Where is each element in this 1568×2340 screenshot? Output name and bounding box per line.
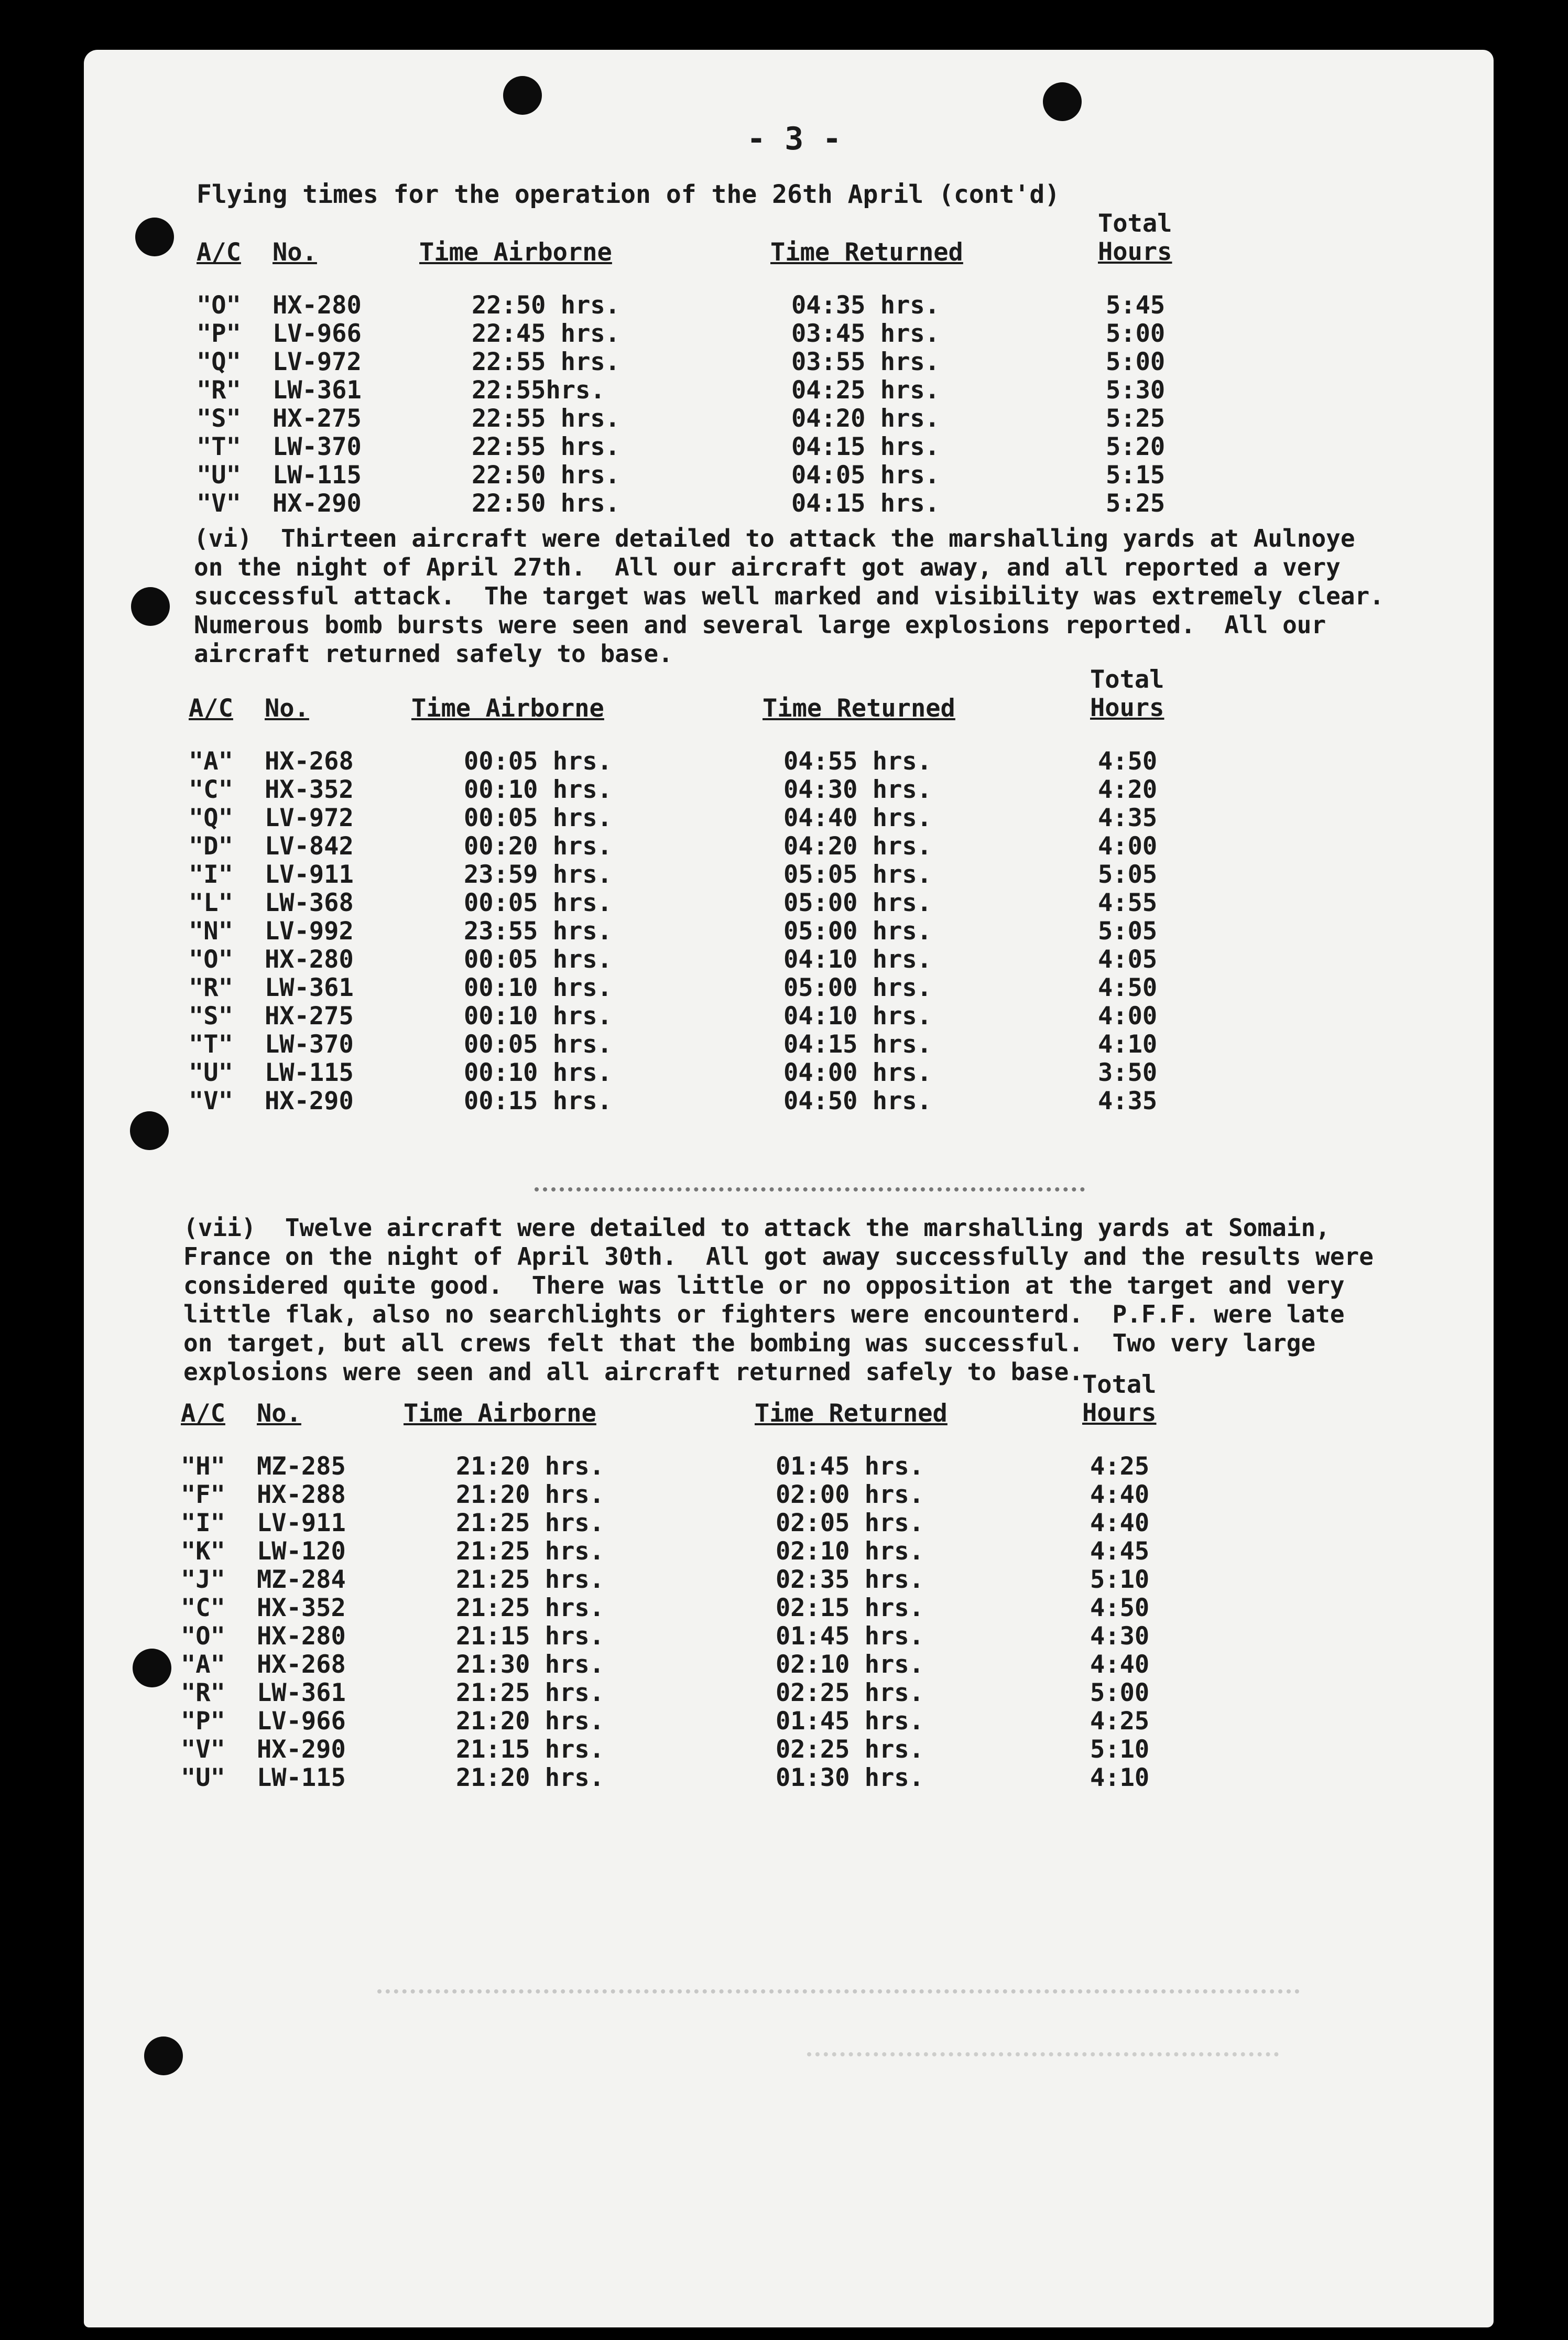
column-header-time-airborne: Time Airborne: [411, 694, 604, 723]
cell-returned: 04:15 hrs.: [791, 489, 940, 518]
cell-airborne: 22:55 hrs.: [472, 432, 620, 461]
cell-returned: 02:05 hrs.: [776, 1509, 924, 1537]
total-header-line1: Total: [1082, 1370, 1157, 1399]
cell-total: 5:00: [1106, 319, 1166, 348]
cell-returned: 04:15 hrs.: [783, 1030, 932, 1059]
cell-no: LV-972: [265, 804, 354, 832]
cell-no: LV-911: [265, 860, 354, 889]
punch-hole: [135, 218, 174, 256]
column-header-time-returned: Time Returned: [755, 1399, 948, 1428]
cell-ac: "J": [181, 1565, 225, 1594]
cell-total: 4:25: [1090, 1707, 1150, 1736]
cell-total: 5:00: [1090, 1678, 1150, 1707]
paragraph-vii: (vii) Twelve aircraft were detailed to attack the marshalling yards at Somain, France on the night of April 30th. All got away successfully and the results were considered quite good. There was little or no opposition at the target and very little flak, also no searchlights or fighters were encounterd. P.F.F. were late on target, but all crews felt that the bombing was successful. Two very large explosions were seen and all aircraft returned safely to base.: [183, 1214, 1374, 1386]
cell-total: 5:00: [1106, 348, 1166, 376]
cell-airborne: 21:25 hrs.: [456, 1565, 604, 1594]
punch-hole: [1043, 82, 1082, 121]
cell-ac: "O": [189, 945, 233, 974]
cell-airborne: 21:20 hrs.: [456, 1707, 604, 1736]
cell-ac: "Q": [197, 348, 241, 376]
cell-no: LV-992: [265, 917, 354, 946]
cell-total: 4:40: [1090, 1650, 1150, 1679]
cell-returned: 05:00 hrs.: [783, 917, 932, 946]
cell-total: 3:50: [1098, 1058, 1158, 1087]
total-header-line2: Hours: [1082, 1399, 1157, 1428]
cell-ac: "F": [181, 1480, 225, 1509]
cell-returned: 04:10 hrs.: [783, 945, 932, 974]
cell-total: 4:55: [1098, 889, 1158, 917]
cell-airborne: 23:59 hrs.: [464, 860, 612, 889]
column-header-time-returned: Time Returned: [770, 238, 963, 267]
column-header-ac: A/C: [189, 694, 233, 723]
cell-airborne: 22:45 hrs.: [472, 319, 620, 348]
cell-ac: "P": [181, 1707, 225, 1736]
cell-airborne: 21:15 hrs.: [456, 1735, 604, 1764]
document-page: [84, 50, 1494, 2327]
cell-ac: "Q": [189, 804, 233, 832]
cell-ac: "L": [189, 889, 233, 917]
cell-airborne: 00:05 hrs.: [464, 804, 612, 832]
cell-returned: 01:45 hrs.: [776, 1452, 924, 1481]
faint-dotted-line: [807, 2052, 1279, 2056]
cell-total: 5:15: [1106, 461, 1166, 490]
cell-airborne: 23:55 hrs.: [464, 917, 612, 946]
cell-returned: 05:00 hrs.: [783, 973, 932, 1002]
cell-no: LV-911: [257, 1509, 346, 1537]
column-header-time-airborne: Time Airborne: [419, 238, 612, 267]
cell-ac: "T": [197, 432, 241, 461]
cell-ac: "P": [197, 319, 241, 348]
cell-total: 4:35: [1098, 804, 1158, 832]
cell-ac: "H": [181, 1452, 225, 1481]
column-header-ac: A/C: [197, 238, 241, 267]
cell-total: 4:05: [1098, 945, 1158, 974]
cell-ac: "V": [181, 1735, 225, 1764]
cell-ac: "V": [189, 1087, 233, 1115]
cell-returned: 02:00 hrs.: [776, 1480, 924, 1509]
cell-returned: 05:05 hrs.: [783, 860, 932, 889]
cell-airborne: 21:25 hrs.: [456, 1537, 604, 1566]
cell-airborne: 21:25 hrs.: [456, 1678, 604, 1707]
page-header: Flying times for the operation of the 26th April (cont'd): [197, 180, 1060, 209]
cell-airborne: 21:30 hrs.: [456, 1650, 604, 1679]
cell-returned: 02:10 hrs.: [776, 1537, 924, 1566]
cell-returned: 04:20 hrs.: [783, 832, 932, 861]
cell-returned: 01:45 hrs.: [776, 1622, 924, 1651]
cell-ac: "C": [189, 775, 233, 804]
dotted-line: [535, 1187, 1085, 1191]
punch-hole: [503, 76, 542, 115]
total-header-line2: Hours: [1098, 237, 1172, 267]
cell-ac: "R": [181, 1678, 225, 1707]
cell-total: 5:05: [1098, 917, 1158, 946]
total-header-line1: Total: [1098, 209, 1172, 238]
cell-no: HX-290: [257, 1735, 346, 1764]
column-header-total-hours: [1082, 1371, 1156, 1427]
cell-total: 5:20: [1106, 432, 1166, 461]
cell-airborne: 00:20 hrs.: [464, 832, 612, 861]
cell-no: LW-361: [257, 1678, 346, 1707]
cell-returned: 02:25 hrs.: [776, 1678, 924, 1707]
total-header-line2: Hours: [1090, 694, 1164, 723]
cell-airborne: 21:20 hrs.: [456, 1452, 604, 1481]
cell-airborne: 21:20 hrs.: [456, 1763, 604, 1792]
cell-no: LW-361: [265, 973, 354, 1002]
cell-returned: 02:15 hrs.: [776, 1594, 924, 1622]
cell-returned: 01:30 hrs.: [776, 1763, 924, 1792]
cell-total: 4:10: [1090, 1763, 1150, 1792]
cell-airborne: 00:10 hrs.: [464, 973, 612, 1002]
cell-ac: "U": [197, 461, 241, 490]
cell-ac: "U": [189, 1058, 233, 1087]
punch-hole: [144, 2036, 183, 2075]
cell-airborne: 00:05 hrs.: [464, 747, 612, 776]
cell-total: 4:50: [1098, 973, 1158, 1002]
cell-no: HX-352: [265, 775, 354, 804]
cell-returned: 04:55 hrs.: [783, 747, 932, 776]
cell-returned: 04:15 hrs.: [791, 432, 940, 461]
cell-total: 4:45: [1090, 1537, 1150, 1566]
cell-ac: "I": [181, 1509, 225, 1537]
cell-no: HX-352: [257, 1594, 346, 1622]
cell-returned: 04:30 hrs.: [783, 775, 932, 804]
cell-ac: "I": [189, 860, 233, 889]
cell-airborne: 22:50 hrs.: [472, 291, 620, 320]
cell-no: LV-842: [265, 832, 354, 861]
cell-no: HX-288: [257, 1480, 346, 1509]
cell-total: 4:10: [1098, 1030, 1158, 1059]
cell-returned: 04:25 hrs.: [791, 376, 940, 405]
cell-no: LW-115: [273, 461, 362, 490]
cell-no: LV-972: [273, 348, 362, 376]
cell-total: 4:50: [1098, 747, 1158, 776]
page-number: - 3 -: [747, 121, 842, 157]
cell-total: 5:10: [1090, 1735, 1150, 1764]
cell-returned: 04:20 hrs.: [791, 404, 940, 433]
cell-ac: "V": [197, 489, 241, 518]
cell-returned: 04:05 hrs.: [791, 461, 940, 490]
cell-total: 4:50: [1090, 1594, 1150, 1622]
cell-ac: "R": [189, 973, 233, 1002]
faint-dotted-line: [377, 1989, 1300, 1994]
cell-total: 5:30: [1106, 376, 1166, 405]
cell-total: 4:00: [1098, 832, 1158, 861]
cell-airborne: 00:15 hrs.: [464, 1087, 612, 1115]
cell-no: HX-275: [265, 1002, 354, 1031]
cell-no: MZ-285: [257, 1452, 346, 1481]
cell-ac: "O": [181, 1622, 225, 1651]
cell-airborne: 21:25 hrs.: [456, 1594, 604, 1622]
cell-total: 4:30: [1090, 1622, 1150, 1651]
cell-ac: "R": [197, 376, 241, 405]
cell-total: 4:20: [1098, 775, 1158, 804]
punch-hole: [130, 1111, 169, 1150]
cell-airborne: 00:10 hrs.: [464, 1058, 612, 1087]
cell-ac: "A": [189, 747, 233, 776]
cell-ac: "S": [197, 404, 241, 433]
cell-ac: "K": [181, 1537, 225, 1566]
cell-no: HX-280: [273, 291, 362, 320]
cell-no: LV-966: [273, 319, 362, 348]
column-header-no: No.: [273, 238, 317, 267]
cell-total: 5:25: [1106, 404, 1166, 433]
cell-no: HX-268: [257, 1650, 346, 1679]
column-header-ac: A/C: [181, 1399, 225, 1428]
cell-no: LV-966: [257, 1707, 346, 1736]
column-header-time-airborne: Time Airborne: [404, 1399, 596, 1428]
cell-no: LW-370: [265, 1030, 354, 1059]
cell-no: HX-268: [265, 747, 354, 776]
cell-returned: 05:00 hrs.: [783, 889, 932, 917]
cell-returned: 04:10 hrs.: [783, 1002, 932, 1031]
cell-no: LW-115: [257, 1763, 346, 1792]
cell-ac: "N": [189, 917, 233, 946]
column-header-no: No.: [257, 1399, 301, 1428]
total-header-line1: Total: [1090, 665, 1164, 694]
cell-airborne: 00:05 hrs.: [464, 889, 612, 917]
cell-returned: 04:50 hrs.: [783, 1087, 932, 1115]
cell-airborne: 22:55hrs.: [472, 376, 605, 405]
cell-no: HX-280: [257, 1622, 346, 1651]
cell-returned: 04:35 hrs.: [791, 291, 940, 320]
cell-ac: "O": [197, 291, 241, 320]
cell-returned: 01:45 hrs.: [776, 1707, 924, 1736]
punch-hole: [131, 587, 170, 626]
cell-no: HX-280: [265, 945, 354, 974]
cell-total: 4:40: [1090, 1480, 1150, 1509]
cell-no: HX-275: [273, 404, 362, 433]
cell-no: LW-361: [273, 376, 362, 405]
cell-no: MZ-284: [257, 1565, 346, 1594]
cell-no: LW-115: [265, 1058, 354, 1087]
cell-total: 5:25: [1106, 489, 1166, 518]
cell-airborne: 22:55 hrs.: [472, 348, 620, 376]
cell-total: 4:35: [1098, 1087, 1158, 1115]
cell-ac: "S": [189, 1002, 233, 1031]
cell-airborne: 22:55 hrs.: [472, 404, 620, 433]
cell-airborne: 00:10 hrs.: [464, 1002, 612, 1031]
cell-airborne: 22:50 hrs.: [472, 489, 620, 518]
cell-total: 4:25: [1090, 1452, 1150, 1481]
cell-airborne: 21:15 hrs.: [456, 1622, 604, 1651]
column-header-total-hours: [1090, 666, 1164, 722]
cell-no: LW-370: [273, 432, 362, 461]
cell-total: 5:10: [1090, 1565, 1150, 1594]
cell-airborne: 00:05 hrs.: [464, 945, 612, 974]
cell-total: 5:05: [1098, 860, 1158, 889]
cell-ac: "C": [181, 1594, 225, 1622]
cell-total: 4:00: [1098, 1002, 1158, 1031]
cell-airborne: 22:50 hrs.: [472, 461, 620, 490]
punch-hole: [133, 1649, 171, 1687]
cell-returned: 02:35 hrs.: [776, 1565, 924, 1594]
column-header-no: No.: [265, 694, 309, 723]
cell-no: HX-290: [273, 489, 362, 518]
cell-returned: 04:40 hrs.: [783, 804, 932, 832]
column-header-total-hours: [1098, 210, 1172, 266]
cell-no: HX-290: [265, 1087, 354, 1115]
cell-returned: 04:00 hrs.: [783, 1058, 932, 1087]
cell-no: LW-120: [257, 1537, 346, 1566]
cell-ac: "A": [181, 1650, 225, 1679]
cell-returned: 02:10 hrs.: [776, 1650, 924, 1679]
cell-airborne: 00:10 hrs.: [464, 775, 612, 804]
cell-airborne: 21:20 hrs.: [456, 1480, 604, 1509]
cell-airborne: 21:25 hrs.: [456, 1509, 604, 1537]
cell-ac: "D": [189, 832, 233, 861]
cell-total: 4:40: [1090, 1509, 1150, 1537]
cell-airborne: 00:05 hrs.: [464, 1030, 612, 1059]
cell-returned: 03:55 hrs.: [791, 348, 940, 376]
column-header-time-returned: Time Returned: [763, 694, 955, 723]
cell-returned: 03:45 hrs.: [791, 319, 940, 348]
cell-returned: 02:25 hrs.: [776, 1735, 924, 1764]
paragraph-vi: (vi) Thirteen aircraft were detailed to attack the marshalling yards at Aulnoye on the night of April 27th. All our aircraft got away, and all reported a very successful attack. The target was well marked and visibility was extremely clear. Numerous bomb bursts were seen and several large explosions reported. All our aircraft returned safely to base.: [194, 524, 1384, 668]
cell-no: LW-368: [265, 889, 354, 917]
cell-total: 5:45: [1106, 291, 1166, 320]
cell-ac: "U": [181, 1763, 225, 1792]
cell-ac: "T": [189, 1030, 233, 1059]
